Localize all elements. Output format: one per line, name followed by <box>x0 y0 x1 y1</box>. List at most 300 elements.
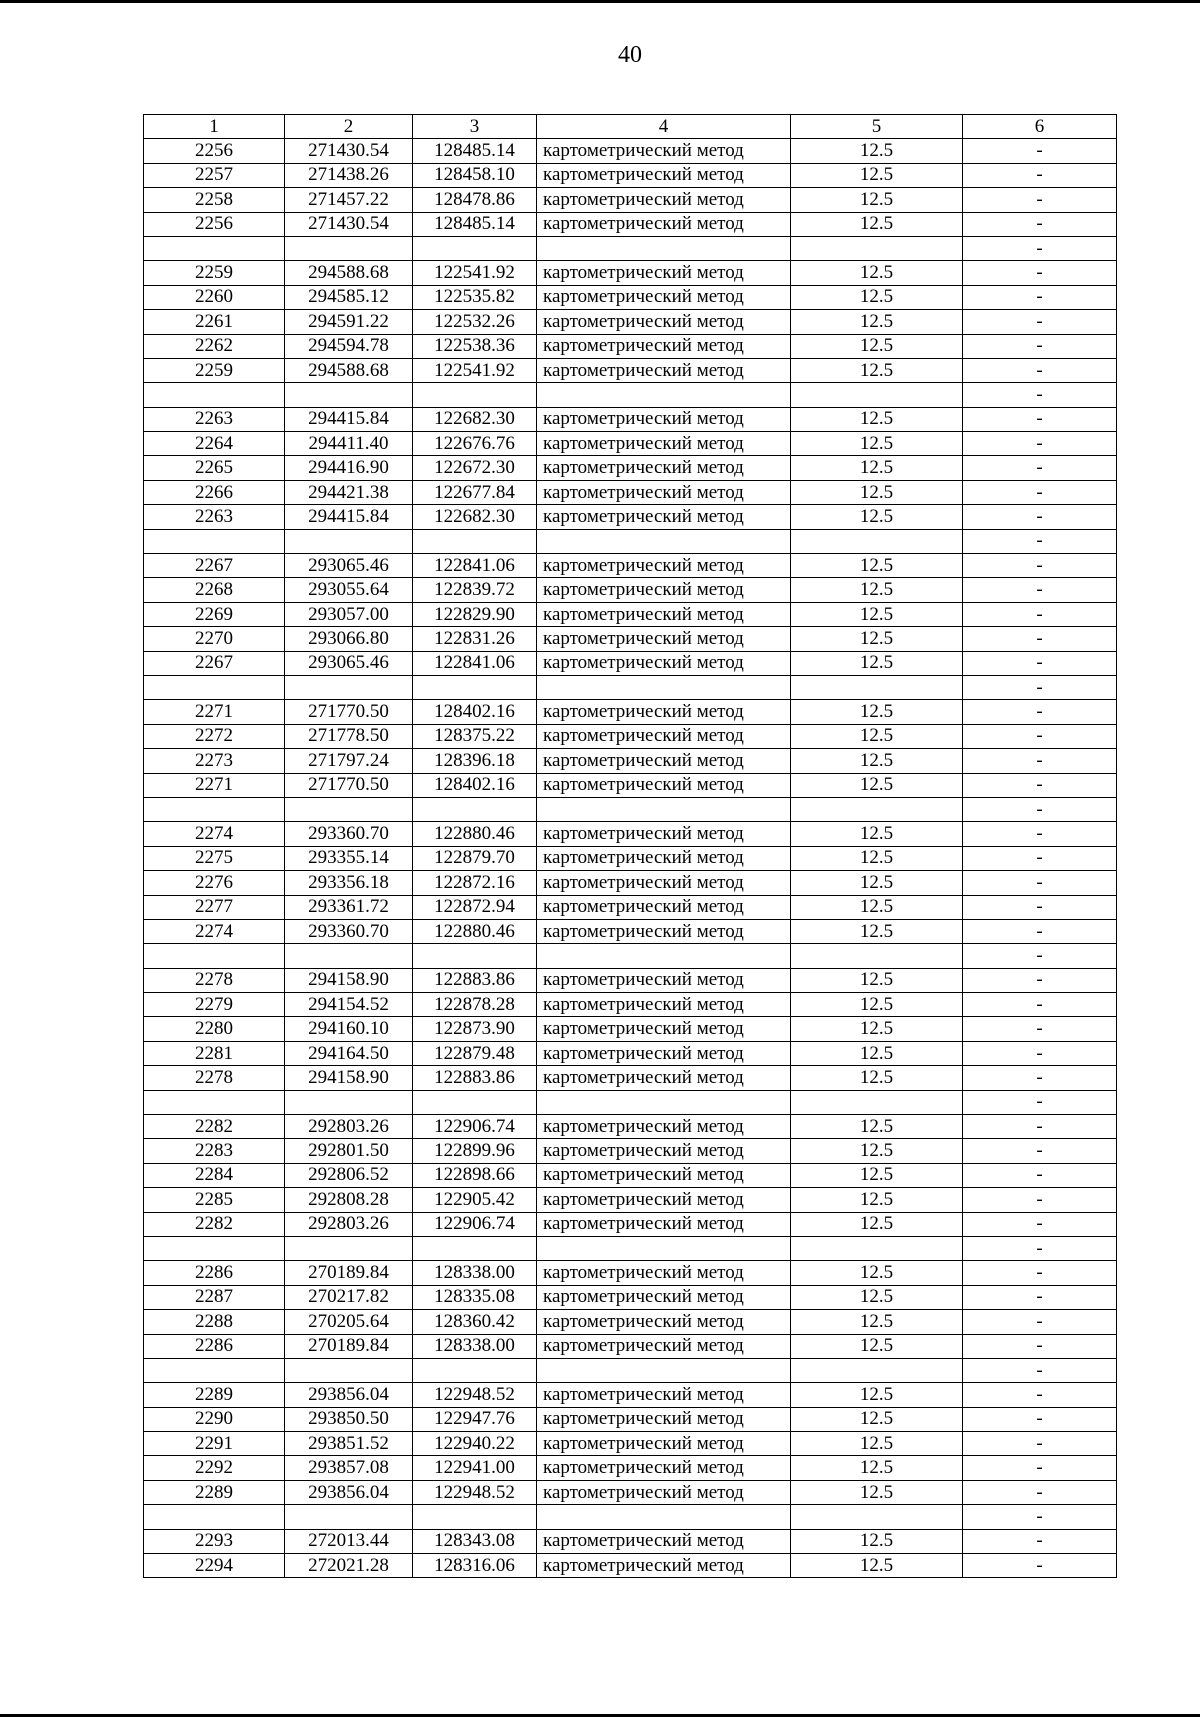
point-number-cell: 2289 <box>144 1383 285 1407</box>
y-coordinate-cell: 128375.22 <box>413 724 537 748</box>
table-row <box>144 456 1117 480</box>
y-coordinate-cell <box>413 236 537 260</box>
table-row <box>144 968 1117 992</box>
precision-cell: 12.5 <box>791 285 963 309</box>
x-coordinate-cell <box>285 675 413 699</box>
x-coordinate-cell <box>285 529 413 553</box>
table-separator-row <box>144 236 1117 260</box>
x-coordinate-cell: 294415.84 <box>285 407 413 431</box>
table-row <box>144 1139 1117 1163</box>
method-cell: картометрический метод <box>537 1115 791 1139</box>
precision-cell <box>791 944 963 968</box>
x-coordinate-cell: 293856.04 <box>285 1383 413 1407</box>
x-coordinate-cell: 292803.26 <box>285 1212 413 1236</box>
note-cell: - <box>963 1480 1117 1504</box>
note-cell: - <box>963 675 1117 699</box>
x-coordinate-cell: 271797.24 <box>285 749 413 773</box>
table-row <box>144 1212 1117 1236</box>
x-coordinate-cell <box>285 944 413 968</box>
note-cell: - <box>963 846 1117 870</box>
precision-cell: 12.5 <box>791 993 963 1017</box>
point-number-cell: 2272 <box>144 724 285 748</box>
precision-cell: 12.5 <box>791 1456 963 1480</box>
point-number-cell: 2289 <box>144 1480 285 1504</box>
note-cell: - <box>963 1310 1117 1334</box>
precision-cell: 12.5 <box>791 1115 963 1139</box>
table-row <box>144 993 1117 1017</box>
header-cell-4: 4 <box>537 115 791 139</box>
y-coordinate-cell: 122940.22 <box>413 1432 537 1456</box>
header-cell-1: 1 <box>144 115 285 139</box>
point-number-cell: 2271 <box>144 700 285 724</box>
y-coordinate-cell: 128485.14 <box>413 212 537 236</box>
precision-cell: 12.5 <box>791 749 963 773</box>
point-number-cell: 2257 <box>144 163 285 187</box>
point-number-cell: 2288 <box>144 1310 285 1334</box>
table-row <box>144 1383 1117 1407</box>
method-cell: картометрический метод <box>537 1163 791 1187</box>
note-cell: - <box>963 163 1117 187</box>
point-number-cell: 2291 <box>144 1432 285 1456</box>
note-cell: - <box>963 432 1117 456</box>
point-number-cell: 2287 <box>144 1285 285 1309</box>
method-cell: картометрический метод <box>537 724 791 748</box>
point-number-cell: 2262 <box>144 334 285 358</box>
point-number-cell: 2274 <box>144 919 285 943</box>
precision-cell <box>791 1358 963 1382</box>
y-coordinate-cell: 122841.06 <box>413 651 537 675</box>
y-coordinate-cell: 128402.16 <box>413 773 537 797</box>
point-number-cell: 2284 <box>144 1163 285 1187</box>
note-cell: - <box>963 773 1117 797</box>
method-cell: картометрический метод <box>537 651 791 675</box>
note-cell: - <box>963 358 1117 382</box>
method-cell <box>537 236 791 260</box>
y-coordinate-cell: 128478.86 <box>413 188 537 212</box>
point-number-cell <box>144 383 285 407</box>
y-coordinate-cell <box>413 797 537 821</box>
precision-cell: 12.5 <box>791 1383 963 1407</box>
x-coordinate-cell: 272021.28 <box>285 1554 413 1578</box>
note-cell: - <box>963 139 1117 163</box>
table-row <box>144 505 1117 529</box>
method-cell: картометрический метод <box>537 1529 791 1553</box>
method-cell: картометрический метод <box>537 188 791 212</box>
y-coordinate-cell: 122941.00 <box>413 1456 537 1480</box>
y-coordinate-cell: 128316.06 <box>413 1554 537 1578</box>
note-cell: - <box>963 1066 1117 1090</box>
note-cell: - <box>963 993 1117 1017</box>
precision-cell: 12.5 <box>791 358 963 382</box>
x-coordinate-cell: 293857.08 <box>285 1456 413 1480</box>
point-number-cell: 2281 <box>144 1041 285 1065</box>
precision-cell <box>791 383 963 407</box>
point-number-cell: 2263 <box>144 505 285 529</box>
point-number-cell: 2256 <box>144 139 285 163</box>
x-coordinate-cell <box>285 1505 413 1529</box>
table-row <box>144 651 1117 675</box>
x-coordinate-cell <box>285 236 413 260</box>
note-cell: - <box>963 822 1117 846</box>
point-number-cell: 2278 <box>144 968 285 992</box>
precision-cell: 12.5 <box>791 578 963 602</box>
point-number-cell: 2270 <box>144 627 285 651</box>
point-number-cell <box>144 1236 285 1260</box>
x-coordinate-cell <box>285 1090 413 1114</box>
point-number-cell: 2282 <box>144 1115 285 1139</box>
precision-cell: 12.5 <box>791 919 963 943</box>
x-coordinate-cell: 270189.84 <box>285 1261 413 1285</box>
table-row <box>144 261 1117 285</box>
note-cell: - <box>963 212 1117 236</box>
precision-cell: 12.5 <box>791 310 963 334</box>
note-cell: - <box>963 1456 1117 1480</box>
table-row <box>144 749 1117 773</box>
table-row <box>144 1041 1117 1065</box>
precision-cell: 12.5 <box>791 139 963 163</box>
point-number-cell: 2273 <box>144 749 285 773</box>
precision-cell: 12.5 <box>791 700 963 724</box>
precision-cell: 12.5 <box>791 480 963 504</box>
method-cell: картометрический метод <box>537 578 791 602</box>
point-number-cell: 2271 <box>144 773 285 797</box>
x-coordinate-cell: 292806.52 <box>285 1163 413 1187</box>
method-cell: картометрический метод <box>537 773 791 797</box>
y-coordinate-cell: 122948.52 <box>413 1383 537 1407</box>
precision-cell: 12.5 <box>791 334 963 358</box>
precision-cell <box>791 236 963 260</box>
note-cell: - <box>963 578 1117 602</box>
note-cell: - <box>963 1090 1117 1114</box>
y-coordinate-cell: 122906.74 <box>413 1115 537 1139</box>
table-row <box>144 846 1117 870</box>
method-cell <box>537 797 791 821</box>
method-cell: картометрический метод <box>537 1334 791 1358</box>
precision-cell: 12.5 <box>791 1212 963 1236</box>
header-cell-2: 2 <box>285 115 413 139</box>
x-coordinate-cell: 293065.46 <box>285 554 413 578</box>
table-row <box>144 163 1117 187</box>
precision-cell: 12.5 <box>791 1188 963 1212</box>
x-coordinate-cell <box>285 1358 413 1382</box>
method-cell: картометрический метод <box>537 261 791 285</box>
point-number-cell <box>144 1358 285 1382</box>
note-cell: - <box>963 1041 1117 1065</box>
point-number-cell <box>144 1505 285 1529</box>
x-coordinate-cell: 293356.18 <box>285 871 413 895</box>
point-number-cell: 2259 <box>144 358 285 382</box>
point-number-cell: 2274 <box>144 822 285 846</box>
method-cell: картометрический метод <box>537 1383 791 1407</box>
method-cell: картометрический метод <box>537 310 791 334</box>
method-cell: картометрический метод <box>537 139 791 163</box>
point-number-cell: 2285 <box>144 1188 285 1212</box>
precision-cell: 12.5 <box>791 1334 963 1358</box>
y-coordinate-cell: 122906.74 <box>413 1212 537 1236</box>
table-separator-row <box>144 1236 1117 1260</box>
precision-cell: 12.5 <box>791 1066 963 1090</box>
note-cell: - <box>963 310 1117 334</box>
y-coordinate-cell: 122879.70 <box>413 846 537 870</box>
x-coordinate-cell: 293355.14 <box>285 846 413 870</box>
precision-cell: 12.5 <box>791 1407 963 1431</box>
header-cell-5: 5 <box>791 115 963 139</box>
point-number-cell: 2258 <box>144 188 285 212</box>
table-row <box>144 1163 1117 1187</box>
table-row <box>144 700 1117 724</box>
note-cell: - <box>963 1163 1117 1187</box>
method-cell: картометрический метод <box>537 1041 791 1065</box>
point-number-cell <box>144 1090 285 1114</box>
precision-cell <box>791 797 963 821</box>
method-cell <box>537 383 791 407</box>
page-number: 40 <box>618 42 642 68</box>
method-cell: картометрический метод <box>537 1066 791 1090</box>
method-cell: картометрический метод <box>537 895 791 919</box>
table-separator-row <box>144 1505 1117 1529</box>
x-coordinate-cell: 293066.80 <box>285 627 413 651</box>
precision-cell: 12.5 <box>791 1041 963 1065</box>
note-cell: - <box>963 1236 1117 1260</box>
method-cell: картометрический метод <box>537 480 791 504</box>
note-cell: - <box>963 1115 1117 1139</box>
note-cell: - <box>963 1334 1117 1358</box>
precision-cell: 12.5 <box>791 163 963 187</box>
y-coordinate-cell: 122947.76 <box>413 1407 537 1431</box>
note-cell: - <box>963 1554 1117 1578</box>
note-cell: - <box>963 1188 1117 1212</box>
method-cell: картометрический метод <box>537 456 791 480</box>
header-cell-3: 3 <box>413 115 537 139</box>
table-separator-row <box>144 1358 1117 1382</box>
point-number-cell: 2286 <box>144 1261 285 1285</box>
table-separator-row <box>144 797 1117 821</box>
precision-cell: 12.5 <box>791 1310 963 1334</box>
point-number-cell: 2290 <box>144 1407 285 1431</box>
y-coordinate-cell: 122541.92 <box>413 261 537 285</box>
method-cell: картометрический метод <box>537 1480 791 1504</box>
precision-cell: 12.5 <box>791 1017 963 1041</box>
x-coordinate-cell: 293065.46 <box>285 651 413 675</box>
method-cell: картометрический метод <box>537 163 791 187</box>
y-coordinate-cell: 128338.00 <box>413 1261 537 1285</box>
point-number-cell <box>144 797 285 821</box>
precision-cell: 12.5 <box>791 1285 963 1309</box>
precision-cell: 12.5 <box>791 846 963 870</box>
table-row <box>144 1188 1117 1212</box>
x-coordinate-cell: 294594.78 <box>285 334 413 358</box>
point-number-cell: 2277 <box>144 895 285 919</box>
precision-cell: 12.5 <box>791 1529 963 1553</box>
note-cell: - <box>963 749 1117 773</box>
y-coordinate-cell: 128360.42 <box>413 1310 537 1334</box>
y-coordinate-cell: 122905.42 <box>413 1188 537 1212</box>
table-row <box>144 139 1117 163</box>
table-row <box>144 627 1117 651</box>
precision-cell <box>791 1090 963 1114</box>
y-coordinate-cell: 122880.46 <box>413 919 537 943</box>
note-cell: - <box>963 456 1117 480</box>
coordinates-table-container <box>143 114 1116 1578</box>
y-coordinate-cell: 122538.36 <box>413 334 537 358</box>
table-row <box>144 285 1117 309</box>
note-cell: - <box>963 236 1117 260</box>
x-coordinate-cell: 293850.50 <box>285 1407 413 1431</box>
table-row <box>144 822 1117 846</box>
x-coordinate-cell: 292803.26 <box>285 1115 413 1139</box>
point-number-cell: 2268 <box>144 578 285 602</box>
y-coordinate-cell: 128343.08 <box>413 1529 537 1553</box>
page-top-edge <box>0 0 1200 3</box>
precision-cell: 12.5 <box>791 627 963 651</box>
method-cell: картометрический метод <box>537 1261 791 1285</box>
note-cell: - <box>963 627 1117 651</box>
method-cell <box>537 944 791 968</box>
method-cell <box>537 1505 791 1529</box>
x-coordinate-cell: 292801.50 <box>285 1139 413 1163</box>
note-cell: - <box>963 529 1117 553</box>
method-cell: картометрический метод <box>537 627 791 651</box>
method-cell <box>537 1358 791 1382</box>
y-coordinate-cell: 128458.10 <box>413 163 537 187</box>
method-cell <box>537 529 791 553</box>
point-number-cell <box>144 236 285 260</box>
x-coordinate-cell: 294421.38 <box>285 480 413 504</box>
method-cell: картометрический метод <box>537 212 791 236</box>
y-coordinate-cell: 122535.82 <box>413 285 537 309</box>
precision-cell: 12.5 <box>791 188 963 212</box>
x-coordinate-cell: 294154.52 <box>285 993 413 1017</box>
method-cell <box>537 675 791 699</box>
precision-cell: 12.5 <box>791 407 963 431</box>
precision-cell: 12.5 <box>791 1554 963 1578</box>
table-row <box>144 773 1117 797</box>
method-cell: картометрический метод <box>537 846 791 870</box>
x-coordinate-cell: 271430.54 <box>285 139 413 163</box>
x-coordinate-cell: 271778.50 <box>285 724 413 748</box>
table-separator-row <box>144 529 1117 553</box>
y-coordinate-cell: 122899.96 <box>413 1139 537 1163</box>
method-cell: картометрический метод <box>537 871 791 895</box>
point-number-cell: 2266 <box>144 480 285 504</box>
method-cell: картометрический метод <box>537 1407 791 1431</box>
table-separator-row <box>144 383 1117 407</box>
point-number-cell: 2263 <box>144 407 285 431</box>
x-coordinate-cell: 272013.44 <box>285 1529 413 1553</box>
x-coordinate-cell <box>285 797 413 821</box>
method-cell <box>537 1090 791 1114</box>
method-cell: картометрический метод <box>537 1456 791 1480</box>
note-cell: - <box>963 1529 1117 1553</box>
precision-cell: 12.5 <box>791 1163 963 1187</box>
header-cell-6: 6 <box>963 115 1117 139</box>
note-cell: - <box>963 261 1117 285</box>
x-coordinate-cell: 271457.22 <box>285 188 413 212</box>
precision-cell: 12.5 <box>791 602 963 626</box>
point-number-cell: 2286 <box>144 1334 285 1358</box>
table-row <box>144 188 1117 212</box>
y-coordinate-cell: 122873.90 <box>413 1017 537 1041</box>
precision-cell: 12.5 <box>791 822 963 846</box>
precision-cell: 12.5 <box>791 456 963 480</box>
note-cell: - <box>963 919 1117 943</box>
method-cell: картометрический метод <box>537 1432 791 1456</box>
y-coordinate-cell: 128396.18 <box>413 749 537 773</box>
table-separator-row <box>144 944 1117 968</box>
table-row <box>144 334 1117 358</box>
y-coordinate-cell: 122872.16 <box>413 871 537 895</box>
x-coordinate-cell: 270217.82 <box>285 1285 413 1309</box>
point-number-cell: 2276 <box>144 871 285 895</box>
point-number-cell <box>144 944 285 968</box>
precision-cell: 12.5 <box>791 554 963 578</box>
point-number-cell: 2260 <box>144 285 285 309</box>
note-cell: - <box>963 383 1117 407</box>
note-cell: - <box>963 797 1117 821</box>
method-cell: картометрический метод <box>537 700 791 724</box>
table-row <box>144 602 1117 626</box>
note-cell: - <box>963 871 1117 895</box>
y-coordinate-cell <box>413 529 537 553</box>
point-number-cell <box>144 529 285 553</box>
table-separator-row <box>144 1090 1117 1114</box>
table-row <box>144 358 1117 382</box>
table-row <box>144 1261 1117 1285</box>
x-coordinate-cell: 270189.84 <box>285 1334 413 1358</box>
table-row <box>144 1480 1117 1504</box>
y-coordinate-cell: 122831.26 <box>413 627 537 651</box>
note-cell: - <box>963 1212 1117 1236</box>
y-coordinate-cell <box>413 1236 537 1260</box>
method-cell: картометрический метод <box>537 505 791 529</box>
note-cell: - <box>963 407 1117 431</box>
y-coordinate-cell <box>413 1505 537 1529</box>
y-coordinate-cell: 122880.46 <box>413 822 537 846</box>
point-number-cell: 2267 <box>144 554 285 578</box>
method-cell: картометрический метод <box>537 358 791 382</box>
y-coordinate-cell: 122682.30 <box>413 505 537 529</box>
precision-cell: 12.5 <box>791 1261 963 1285</box>
point-number-cell: 2292 <box>144 1456 285 1480</box>
precision-cell <box>791 1236 963 1260</box>
precision-cell <box>791 1505 963 1529</box>
y-coordinate-cell: 122948.52 <box>413 1480 537 1504</box>
table-row <box>144 1456 1117 1480</box>
note-cell: - <box>963 1017 1117 1041</box>
x-coordinate-cell <box>285 1236 413 1260</box>
table-row <box>144 919 1117 943</box>
table-row <box>144 1066 1117 1090</box>
table-row <box>144 1407 1117 1431</box>
note-cell: - <box>963 1139 1117 1163</box>
y-coordinate-cell: 122532.26 <box>413 310 537 334</box>
method-cell: картометрический метод <box>537 1310 791 1334</box>
x-coordinate-cell: 294158.90 <box>285 1066 413 1090</box>
note-cell: - <box>963 1261 1117 1285</box>
y-coordinate-cell: 128402.16 <box>413 700 537 724</box>
y-coordinate-cell: 122879.48 <box>413 1041 537 1065</box>
method-cell: картометрический метод <box>537 602 791 626</box>
x-coordinate-cell: 294588.68 <box>285 358 413 382</box>
y-coordinate-cell <box>413 1358 537 1382</box>
y-coordinate-cell: 122841.06 <box>413 554 537 578</box>
point-number-cell: 2261 <box>144 310 285 334</box>
method-cell: картометрический метод <box>537 749 791 773</box>
y-coordinate-cell: 122672.30 <box>413 456 537 480</box>
y-coordinate-cell: 128335.08 <box>413 1285 537 1309</box>
method-cell: картометрический метод <box>537 1188 791 1212</box>
x-coordinate-cell: 294160.10 <box>285 1017 413 1041</box>
